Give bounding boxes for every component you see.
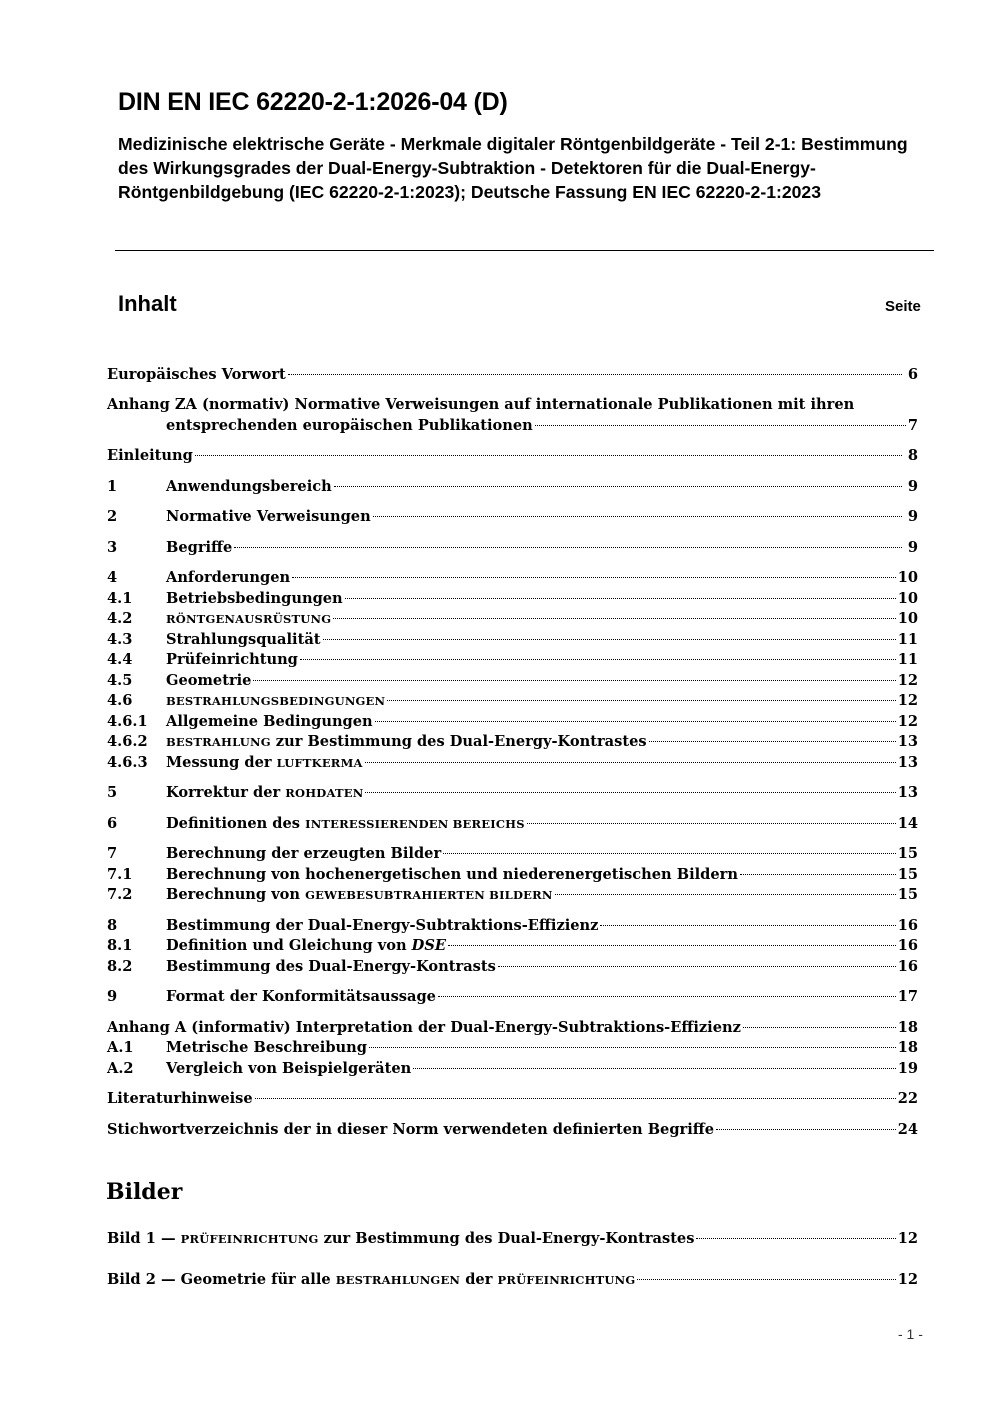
toc-entry-page: 16 xyxy=(897,937,918,954)
leader-dots xyxy=(253,680,895,681)
document-subtitle: Medizinische elektrische Geräte - Merkmale digitaler Röntgenbildgeräte - Teil 2-1: Bestimmung des Wirkungsgrades der Dual-Energy-Subtraktion - Detektoren für die Dual-Energy-Röntgenbildgebung (IEC 62220-2-1:2023); Deutsche Fassung EN IEC 62220-2-1:2023 xyxy=(118,134,908,202)
leader-dots xyxy=(443,853,896,854)
leader-dots xyxy=(498,966,896,967)
leader-dots xyxy=(369,1047,896,1048)
toc-entry-title: Vergleich von Beispielgeräten xyxy=(166,1060,412,1077)
leader-dots xyxy=(743,1027,896,1028)
figure-entry-page: 12 xyxy=(897,1271,918,1288)
toc-entry-page: 7 xyxy=(907,417,918,434)
toc-entry-title: Einleitung xyxy=(107,447,193,464)
small-caps-term: BESTRAHLUNGSBEDINGUNGEN xyxy=(166,694,386,708)
leader-dots xyxy=(438,996,896,997)
leader-dots xyxy=(234,547,902,548)
toc-entry-page: 22 xyxy=(897,1090,918,1107)
toc-entry-page: 16 xyxy=(897,958,918,975)
toc-entry[interactable] xyxy=(107,884,918,905)
toc-entry-number: 5 xyxy=(107,784,118,801)
toc-entry-page: 11 xyxy=(897,631,918,648)
toc-entry-page: 13 xyxy=(897,733,918,750)
leader-dots xyxy=(323,639,896,640)
leader-dots xyxy=(292,577,896,578)
toc-entry[interactable] xyxy=(107,1119,918,1140)
leader-dots xyxy=(527,823,896,824)
small-caps-term: PRÜFEINRICHTUNG xyxy=(180,1232,319,1246)
toc-entry[interactable] xyxy=(107,649,918,670)
toc-entry-title: Anhang ZA (normativ) Normative Verweisungen auf internationale Publikationen mit ihren xyxy=(107,396,855,413)
toc-entry-title: Berechnung von hochenergetischen und niederenergetischen Bildern xyxy=(166,866,738,883)
small-caps-term: BESTRAHLUNG xyxy=(166,735,271,749)
toc-entry-page: 18 xyxy=(897,1039,918,1056)
leader-dots xyxy=(345,598,896,599)
toc-entry[interactable] xyxy=(107,690,918,711)
toc-entry-number: 4.3 xyxy=(107,631,133,648)
title-text: zur Bestimmung des Dual-Energy-Kontrastes xyxy=(318,1230,695,1247)
leader-dots xyxy=(600,925,895,926)
leader-dots xyxy=(195,455,902,456)
toc-entry[interactable] xyxy=(107,1088,918,1109)
toc-entry-title xyxy=(166,935,446,956)
leader-dots xyxy=(448,945,896,946)
toc-entry-page: 8 xyxy=(907,447,918,464)
toc-entry-page: 14 xyxy=(897,815,918,832)
toc-entry-title xyxy=(166,690,385,712)
toc-entry-title: Anhang A (informativ) Interpretation der Dual-Energy-Subtraktions-Effizienz xyxy=(107,1019,741,1036)
toc-entry-title: Metrische Beschreibung xyxy=(166,1039,367,1056)
toc-entry-title: Bestimmung der Dual-Energy-Subtraktions-Effizienz xyxy=(166,917,599,934)
leader-dots xyxy=(696,1238,895,1239)
toc-entry[interactable] xyxy=(107,608,918,629)
toc-entry-number: 4.2 xyxy=(107,610,133,627)
toc-entry-title: Prüfeinrichtung xyxy=(166,651,298,668)
title-text: der xyxy=(460,1271,498,1288)
toc-entry-title: Format der Konformitätsaussage xyxy=(166,988,436,1005)
toc-entry-number: 7.2 xyxy=(107,886,133,903)
toc-entry-page: 12 xyxy=(897,713,918,730)
toc-entry-page: 9 xyxy=(907,478,918,495)
title-text: Berechnung von xyxy=(166,886,306,903)
small-caps-term: RÖNTGENAUSRÜSTUNG xyxy=(166,612,332,626)
page-number: - 1 - xyxy=(898,1326,923,1342)
toc-entry-page: 15 xyxy=(897,845,918,862)
toc-entry[interactable] xyxy=(107,476,918,497)
toc-entry-number: 4 xyxy=(107,569,118,586)
toc-entry-title-continued: entsprechenden europäischen Publikationen xyxy=(166,417,533,434)
title-text: Bild 2 — Geometrie für alle xyxy=(107,1271,336,1288)
leader-dots xyxy=(375,721,896,722)
toc-entry-title: Anwendungsbereich xyxy=(166,478,332,495)
toc-entry-number: 2 xyxy=(107,508,118,525)
toc-entry-title xyxy=(166,782,363,804)
small-caps-term: BESTRAHLUNGEN xyxy=(335,1273,461,1287)
toc-entry-page: 11 xyxy=(897,651,918,668)
toc-entry[interactable] xyxy=(107,445,918,466)
toc-entry-title: Europäisches Vorwort xyxy=(107,366,286,383)
toc-entry[interactable] xyxy=(107,956,918,977)
toc-entry-page: 6 xyxy=(907,366,918,383)
leader-dots xyxy=(365,762,896,763)
toc-entry-title xyxy=(166,884,553,906)
small-caps-term: GEWEBESUBTRAHIERTEN BILDERN xyxy=(305,888,553,902)
small-caps-term: PRÜFEINRICHTUNG xyxy=(497,1273,636,1287)
toc-entry-page: 12 xyxy=(897,672,918,689)
toc-entry-title: Berechnung der erzeugten Bilder xyxy=(166,845,442,862)
toc-entry[interactable] xyxy=(107,670,918,691)
toc-entry-number: 9 xyxy=(107,988,118,1005)
figure-entry[interactable] xyxy=(107,1269,918,1290)
title-text: Definition und Gleichung von xyxy=(166,937,412,954)
toc-heading: Inhalt xyxy=(118,291,177,316)
toc-entry-number: 4.6.2 xyxy=(107,733,148,750)
leader-dots xyxy=(333,618,895,619)
toc-entry-title: Geometrie xyxy=(166,672,252,689)
toc-entry-page: 15 xyxy=(897,866,918,883)
toc-entry-page: 12 xyxy=(897,692,918,709)
figure-entry-page: 12 xyxy=(897,1230,918,1247)
toc-entry-title xyxy=(166,608,331,630)
toc-entry-number: 4.6.3 xyxy=(107,754,148,771)
leader-dots xyxy=(288,374,902,375)
small-caps-term: ROHDATEN xyxy=(285,786,364,800)
toc-entry-page: 16 xyxy=(897,917,918,934)
leader-dots xyxy=(555,894,896,895)
toc-entry-title: Strahlungsqualität xyxy=(166,631,321,648)
page-column-label: Seite xyxy=(885,298,921,315)
toc-entry-title xyxy=(166,731,647,753)
leader-dots xyxy=(413,1068,895,1069)
toc-entry-title: Bestimmung des Dual-Energy-Kontrasts xyxy=(166,958,496,975)
toc-entry-number: 4.6.1 xyxy=(107,713,148,730)
toc-entry[interactable] xyxy=(107,843,918,864)
title-text: zur Bestimmung des Dual-Energy-Kontrastes xyxy=(270,733,647,750)
italic-term: DSE xyxy=(411,937,446,954)
toc-entry[interactable] xyxy=(107,394,918,436)
toc-entry-number: 8 xyxy=(107,917,118,934)
toc-entry[interactable] xyxy=(107,935,918,956)
toc-entry-number: 6 xyxy=(107,815,118,832)
toc-entry-title: Literaturhinweise xyxy=(107,1090,253,1107)
toc-entry-number: 4.1 xyxy=(107,590,133,607)
toc-entry-title: Allgemeine Bedingungen xyxy=(166,713,373,730)
toc-entry-page: 19 xyxy=(897,1060,918,1077)
figure-entry-title xyxy=(107,1228,694,1250)
toc-entry-number: A.1 xyxy=(107,1039,134,1056)
leader-dots xyxy=(649,741,896,742)
leader-dots xyxy=(373,516,902,517)
toc-entry[interactable] xyxy=(107,364,918,385)
toc-entry-title: Betriebsbedingungen xyxy=(166,590,343,607)
toc-entry-page: 9 xyxy=(907,508,918,525)
toc-entry-page: 24 xyxy=(897,1121,918,1138)
leader-dots xyxy=(255,1098,896,1099)
toc-entry[interactable] xyxy=(107,711,918,732)
toc-entry[interactable] xyxy=(107,915,918,936)
toc-entry-number: 4.4 xyxy=(107,651,133,668)
toc-entry-page: 17 xyxy=(897,988,918,1005)
title-text: Korrektur der xyxy=(166,784,286,801)
toc-entry[interactable] xyxy=(107,588,918,609)
toc-entry-page: 15 xyxy=(897,886,918,903)
toc-entry-page: 13 xyxy=(897,754,918,771)
toc-entry[interactable] xyxy=(107,752,918,773)
toc-entry-number: 8.2 xyxy=(107,958,133,975)
toc-entry[interactable] xyxy=(107,986,918,1007)
toc-entry[interactable] xyxy=(107,506,918,527)
toc-entry[interactable] xyxy=(107,537,918,558)
leader-dots xyxy=(334,486,902,487)
leader-dots xyxy=(740,874,896,875)
title-divider xyxy=(115,250,934,251)
toc-entry[interactable] xyxy=(107,731,918,752)
small-caps-term: LUFTKERMA xyxy=(276,756,363,770)
toc-entry-page: 10 xyxy=(897,590,918,607)
small-caps-term: INTERESSIERENDEN BEREICHS xyxy=(305,817,525,831)
toc-entry[interactable] xyxy=(107,864,918,885)
toc-entry-page: 9 xyxy=(907,539,918,556)
toc-entry[interactable] xyxy=(107,567,918,588)
toc-entry-number: 4.5 xyxy=(107,672,133,689)
toc-entry-title: Begriffe xyxy=(166,539,233,556)
title-text: Messung der xyxy=(166,754,277,771)
toc-entry[interactable] xyxy=(107,813,918,834)
toc-entry-page: 10 xyxy=(897,569,918,586)
toc-entry-title xyxy=(166,752,363,774)
document-title: DIN EN IEC 62220-2-1:2026-04 (D) xyxy=(118,88,508,116)
toc-entry-title: Anforderungen xyxy=(166,569,291,586)
toc-entry[interactable] xyxy=(107,1017,918,1038)
toc-entry-title xyxy=(166,813,525,835)
toc-entry-number: 8.1 xyxy=(107,937,133,954)
toc-entry-number: 1 xyxy=(107,478,118,495)
leader-dots xyxy=(387,700,895,701)
toc-entry[interactable] xyxy=(107,629,918,650)
toc-entry-number: A.2 xyxy=(107,1060,134,1077)
leader-dots xyxy=(365,792,895,793)
toc-entry-number: 3 xyxy=(107,539,118,556)
toc-entry-page: 10 xyxy=(897,610,918,627)
leader-dots xyxy=(637,1279,895,1280)
toc-entry[interactable] xyxy=(107,782,918,803)
leader-dots xyxy=(300,659,896,660)
title-text: Bild 1 — xyxy=(107,1230,181,1247)
leader-dots xyxy=(535,425,906,426)
toc-entry-number: 7.1 xyxy=(107,866,133,883)
leader-dots xyxy=(716,1129,896,1130)
toc-entry[interactable] xyxy=(107,1058,918,1079)
toc-entry[interactable] xyxy=(107,1037,918,1058)
title-text: Definitionen des xyxy=(166,815,306,832)
figures-heading: Bilder xyxy=(106,1179,183,1205)
toc-entry-title: Normative Verweisungen xyxy=(166,508,371,525)
toc-entry-page: 13 xyxy=(897,784,918,801)
figure-entry-title xyxy=(107,1269,635,1291)
toc-entry-page: 18 xyxy=(897,1019,918,1036)
figure-entry[interactable] xyxy=(107,1228,918,1249)
toc-entry-number: 7 xyxy=(107,845,118,862)
toc-entry-number: 4.6 xyxy=(107,692,133,709)
toc-entry-title: Stichwortverzeichnis der in dieser Norm verwendeten definierten Begriffe xyxy=(107,1121,715,1138)
